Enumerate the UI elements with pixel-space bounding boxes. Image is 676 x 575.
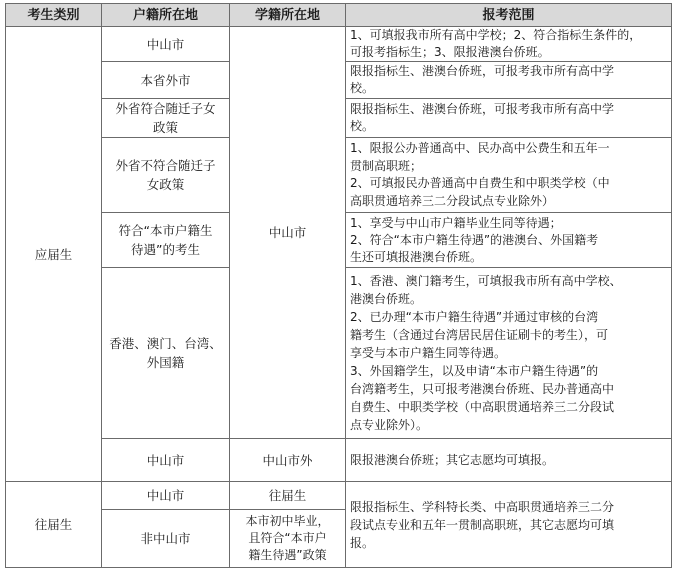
school-roll-cell: 本市初中毕业， 且符合“本市户 籍生待遇”政策: [245, 514, 330, 562]
school-roll-cell: 往届生: [268, 488, 307, 503]
household-cell: 符合“本市户籍生 待遇”的考生: [118, 223, 213, 257]
scope-cell: 限报港澳台侨班；其它志愿均可填报。: [350, 452, 555, 467]
scope-cell: 1、限报公办普通高中、民办高中公费生和五年一 贯制高职班； 2、可填报民办普通高中自费生和中职类学校（中 高职贯通培养三二分段试点专业除外）: [350, 141, 610, 208]
scope-cell: 限报指标生、港澳台侨班，可报考我市所有高中学 校。: [350, 102, 615, 133]
category-fresh: 应届生: [34, 246, 73, 262]
household-cell: 中山市: [146, 452, 185, 468]
household-cell: 外省符合随迁子女 政策: [115, 101, 216, 135]
header-scope: 报考范围: [482, 7, 535, 23]
household-cell: 本省外市: [140, 72, 191, 88]
school-roll-cell: 中山市外: [262, 452, 313, 468]
household-cell: 外省不符合随迁子 女政策: [115, 158, 216, 192]
category-repeat: 往届生: [34, 517, 73, 532]
school-roll-fresh-main: 中山市: [268, 225, 307, 240]
household-cell: 中山市: [146, 488, 185, 503]
scope-cell: 限报指标生、学科特长类、中高职贯通培养三二分 段试点专业和五年一贯制高职班，其它志愿均可填 报。: [350, 499, 615, 550]
grid-line: [5, 567, 672, 568]
header-household: 户籍所在地: [132, 7, 198, 23]
scope-cell: 1、享受与中山市户籍毕业生同等待遇； 2、符合“本市户籍生待遇”的港澳台、外国籍考 生还可填报港澳台侨班。: [350, 215, 599, 264]
household-cell: 香港、澳门、台湾、 外国籍: [109, 336, 222, 370]
grid-line: [671, 3, 672, 568]
scope-cell: 1、香港、澳门籍考生，可填报我市所有高中学校、 港澳台侨班。 2、已办理“本市户籍生待遇”并通过审核的台湾 籍考生（含通过台湾居民居住证刷卡的考生），可 享受与本市户籍生同等待遇。 3、外国籍学生，以及申请“本市户籍生待遇”的 台湾籍考生，只可报考港澳台侨班、民办普通高中 自费生、中职类学校（中高职贯通培养三二分段试 点专业除外）。: [350, 274, 622, 432]
household-cell: 中山市: [146, 36, 185, 52]
header-school-roll: 学籍所在地: [254, 7, 320, 23]
household-cell: 非中山市: [140, 531, 191, 546]
header-category: 考生类别: [27, 7, 80, 23]
scope-cell: 1、可填报我市所有高中学校；2、符合指标生条件的， 可报考指标生；3、限报港澳台侨班。: [350, 28, 642, 59]
scope-cell: 限报指标生、港澳台侨班，可报考我市所有高中学 校。: [350, 64, 615, 95]
